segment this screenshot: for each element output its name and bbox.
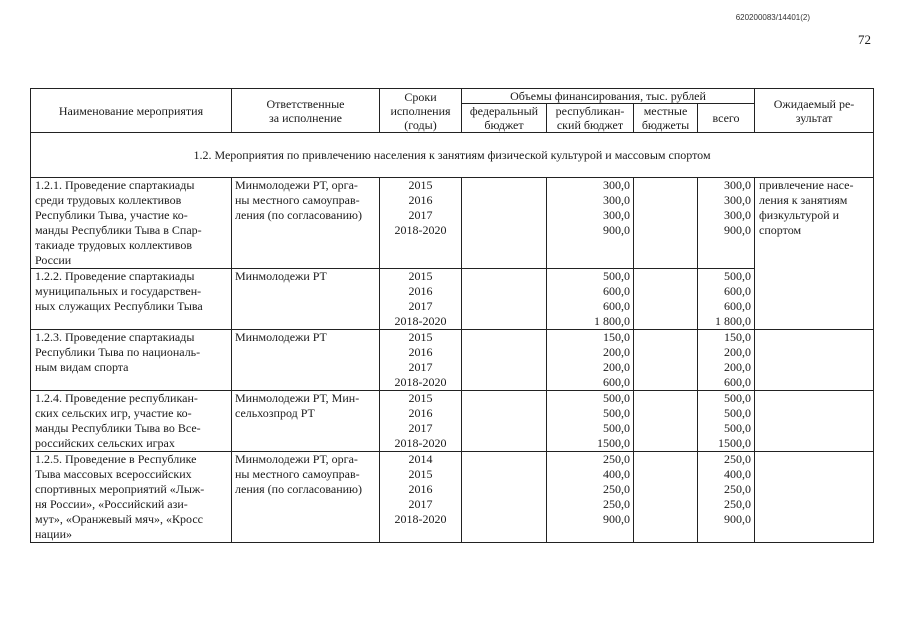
federal-budget xyxy=(462,330,547,391)
republican-budget: 250,0 400,0 250,0 250,0 900,0 xyxy=(547,452,634,543)
republican-budget: 300,0 300,0 300,0 900,0 xyxy=(547,178,634,269)
total-budget: 150,0 200,0 200,0 600,0 xyxy=(698,330,755,391)
document-code: 620200083/14401(2) xyxy=(735,13,810,22)
local-budget xyxy=(634,391,698,452)
years: 2015 2016 2017 2018-2020 xyxy=(380,269,462,330)
federal-budget xyxy=(462,391,547,452)
expected-result xyxy=(755,391,874,452)
col-header-name: Наименование мероприятия xyxy=(31,89,232,133)
section-title: 1.2. Мероприятия по привлечению населения к занятиям физической культурой и массовым спортом xyxy=(31,133,874,178)
table-row xyxy=(31,452,874,543)
table-row xyxy=(31,178,874,269)
expected-result xyxy=(755,452,874,543)
republican-budget: 500,0 500,0 500,0 1500,0 xyxy=(547,391,634,452)
col-header-federal: федеральный бюджет xyxy=(462,104,547,133)
local-budget xyxy=(634,269,698,330)
col-header-financing: Объемы финансирования, тыс. рублей xyxy=(462,89,755,104)
local-budget xyxy=(634,452,698,543)
years: 2015 2016 2017 2018-2020 xyxy=(380,330,462,391)
responsible-party: Минмолодежи РТ, Мин- сельхозпрод РТ xyxy=(232,391,380,452)
expected-result xyxy=(755,330,874,391)
page-number: 72 xyxy=(858,32,871,47)
federal-budget xyxy=(462,269,547,330)
table-row xyxy=(31,391,874,452)
col-header-responsible: Ответственные за исполнение xyxy=(232,89,380,133)
local-budget xyxy=(634,178,698,269)
col-header-republican: республикан- ский бюджет xyxy=(547,104,634,133)
total-budget: 300,0 300,0 300,0 900,0 xyxy=(698,178,755,269)
activity-name: 1.2.5. Проведение в Республике Тыва массовых всероссийских спортивных мероприятий «Лыж- ня России», «Российский ази- мут», «Оранжевый мяч», «Кросс нации» xyxy=(31,452,232,543)
total-budget: 500,0 500,0 500,0 1500,0 xyxy=(698,391,755,452)
activity-name: 1.2.4. Проведение республикан- ских сельских игр, участие ко- манды Республики Тыва во Все- российских сельских играх xyxy=(31,391,232,452)
local-budget xyxy=(634,330,698,391)
table-row xyxy=(31,330,874,391)
activity-name: 1.2.3. Проведение спартакиады Республики Тыва по националь- ным видам спорта xyxy=(31,330,232,391)
activities-table xyxy=(30,88,874,543)
total-budget: 500,0 600,0 600,0 1 800,0 xyxy=(698,269,755,330)
expected-result: привлечение насе- ления к занятиям физкультурой и спортом xyxy=(755,178,874,330)
col-header-result: Ожидаемый ре- зультат xyxy=(755,89,874,133)
col-header-local: местные бюджеты xyxy=(634,104,698,133)
table-row xyxy=(31,269,874,330)
years: 2015 2016 2017 2018-2020 xyxy=(380,391,462,452)
responsible-party: Минмолодежи РТ, орга- ны местного самоуправ- ления (по согласованию) xyxy=(232,452,380,543)
federal-budget xyxy=(462,452,547,543)
col-header-terms: Сроки исполнения (годы) xyxy=(380,89,462,133)
republican-budget: 500,0 600,0 600,0 1 800,0 xyxy=(547,269,634,330)
activity-name: 1.2.2. Проведение спартакиады муниципальных и государствен- ных служащих Республики Тыва xyxy=(31,269,232,330)
republican-budget: 150,0 200,0 200,0 600,0 xyxy=(547,330,634,391)
responsible-party: Минмолодежи РТ xyxy=(232,330,380,391)
responsible-party: Минмолодежи РТ, орга- ны местного самоуправ- ления (по согласованию) xyxy=(232,178,380,269)
total-budget: 250,0 400,0 250,0 250,0 900,0 xyxy=(698,452,755,543)
responsible-party: Минмолодежи РТ xyxy=(232,269,380,330)
years: 2014 2015 2016 2017 2018-2020 xyxy=(380,452,462,543)
years: 2015 2016 2017 2018-2020 xyxy=(380,178,462,269)
federal-budget xyxy=(462,178,547,269)
activity-name: 1.2.1. Проведение спартакиады среди трудовых коллективов Республики Тыва, участие ко- манды Республики Тыва в Спар- такиаде трудовых коллективов России xyxy=(31,178,232,269)
col-header-total: всего xyxy=(698,104,755,133)
